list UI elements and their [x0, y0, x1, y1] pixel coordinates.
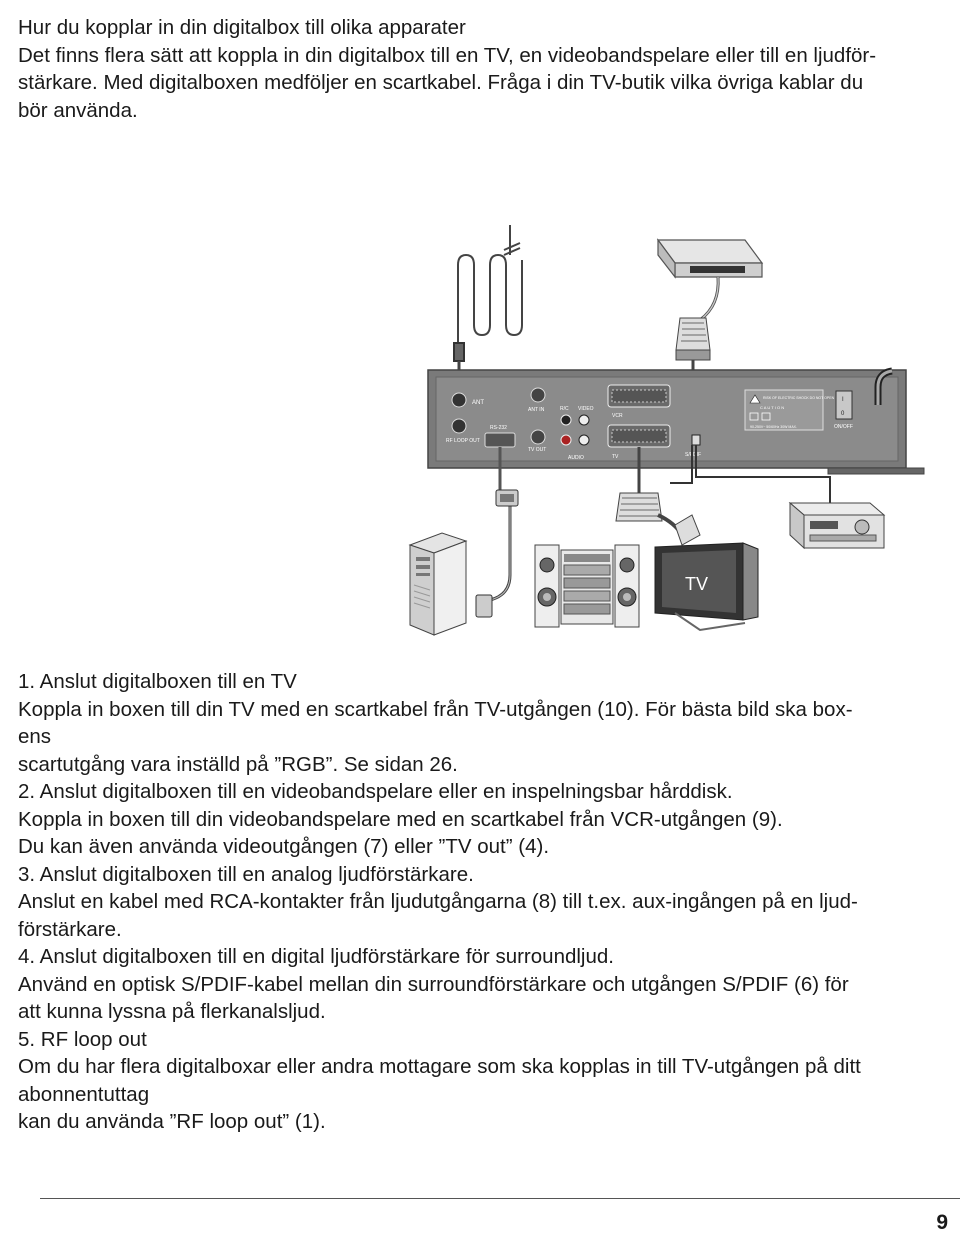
surround-amplifier-icon [790, 503, 884, 548]
connection-diagram-svg [400, 215, 960, 645]
ant-label: ANT [472, 400, 484, 406]
paragraph-line: Du kan även använda videoutgången (7) eller ”TV out” (4). [18, 835, 550, 858]
step-heading-1: 1. Anslut digitalboxen till en TV [18, 670, 297, 693]
tv-scart-label: TV [612, 454, 619, 460]
rf-loop-out-label: RF LOOP OUT [446, 438, 480, 444]
paragraph-line: scartutgång vara inställd på ”RGB”. Se sidan 26. [18, 752, 458, 776]
paragraph-line: att kunna lyssna på flerkanalsljud. [18, 1000, 326, 1023]
paragraph-line: ens [18, 725, 52, 748]
step-heading-4: 4. Anslut digitalboxen till en digital ljudförstärkare för surroundljud. [18, 945, 614, 968]
section-heading: Hur du kopplar in din digitalbox till olika apparater [18, 16, 466, 39]
rc-label: R/C [560, 406, 569, 412]
intro-text [18, 14, 948, 124]
connection-diagram [400, 215, 960, 645]
television-icon [655, 543, 758, 630]
tv-label: TV [685, 574, 709, 594]
paragraph-line: förstärkare. [18, 917, 122, 941]
step-heading-5: 5. RF loop out [18, 1027, 147, 1051]
paragraph-line: abonnentuttag [18, 1082, 150, 1106]
pc-tower-icon [410, 533, 466, 635]
on-off-label: ON/OFF [834, 424, 853, 430]
vcr-scart-label: VCR [612, 413, 623, 419]
paragraph-line: Anslut en kabel med RCA-kontakter från ljudutgångarna (8) till t.ex. aux-ingången på en ljud- [18, 890, 858, 913]
power-rating-label: 90-250V~ 50/60Hz 30W MAX. [750, 425, 797, 429]
caution-label: C A U T I O N [760, 405, 785, 410]
paragraph-line: Om du har flera digitalboxar eller andra mottagare som ska kopplas in till TV-utgången på ditt [18, 1055, 861, 1078]
stereo-system-icon [535, 545, 639, 627]
set-top-box-rear-panel [428, 370, 924, 474]
scart-cable-to-tv [616, 493, 700, 545]
instructions [18, 668, 948, 1136]
page-number: 9 [936, 1211, 948, 1234]
warning-label: RISK OF ELECTRIC SHOCK DO NOT OPEN [763, 396, 835, 400]
ant-in-label: ANT IN [528, 407, 545, 413]
video-label: VIDEO [578, 406, 594, 412]
paragraph-line: kan du använda ”RF loop out” (1). [18, 1110, 326, 1133]
paragraph-line: Koppla in boxen till din videobandspelare med en scartkabel från VCR-utgången (9). [18, 807, 783, 831]
step-heading-3: 3. Anslut digitalboxen till en analog ljudförstärkare. [18, 862, 474, 886]
intro-line: Det finns flera sätt att koppla in din digitalbox till en TV, en videobandspelare eller till en ljudför- [18, 43, 877, 67]
step-heading-2: 2. Anslut digitalboxen till en videobandspelare eller en inspelningsbar hårddisk. [18, 780, 733, 803]
intro-line: stärkare. Med digitalboxen medföljer en scartkabel. Fråga i din TV-butik vilka övriga kablar du [18, 71, 864, 94]
audio-label: AUDIO [568, 455, 584, 461]
intro-line: bör använda. [18, 98, 138, 122]
paragraph-line: Koppla in boxen till din TV med en scartkabel från TV-utgången (10). För bästa bild ska box- [18, 697, 853, 721]
footer-divider [40, 1198, 960, 1199]
switch-off-label: 0 [841, 411, 845, 417]
paragraph-line: Använd en optisk S/PDIF-kabel mellan din surroundförstärkare och utgången S/PDIF (6) för [18, 972, 849, 996]
tv-out-label: TV OUT [528, 447, 547, 453]
vcr-icon [658, 240, 762, 375]
switch-on-label: I [842, 397, 844, 403]
rs232-label: RS-232 [490, 425, 507, 431]
spdif-label: S/PDIF [685, 452, 702, 458]
